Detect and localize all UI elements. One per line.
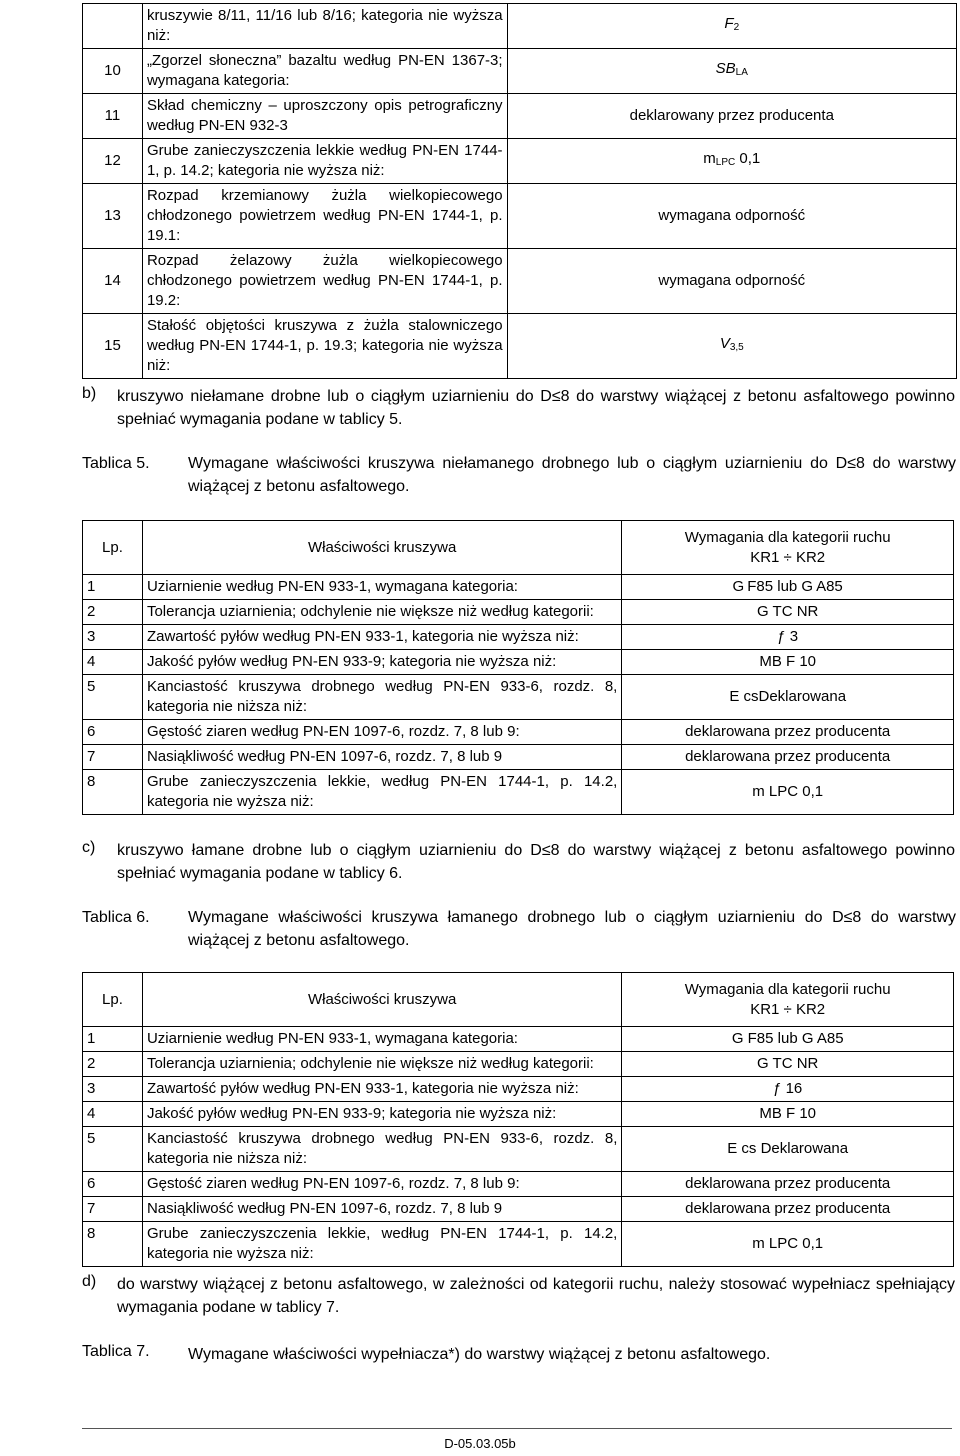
row-description: kruszywie 8/11, 11/16 lub 8/16; kategoria nie wyższa niż: [142,4,507,49]
row-requirement: MB F 10 [622,650,954,675]
table-row [83,49,957,94]
row-number: 1 [83,575,143,600]
row-requirement: m LPC 0,1 [622,1222,954,1267]
row-requirement: E cs Deklarowana [622,1127,954,1172]
para-c-letter: c) [82,839,96,856]
row-number: 5 [83,1127,143,1172]
table-row [83,720,954,745]
header-requirements-line2: KR1 ÷ KR2 [750,548,826,566]
requirement-main: deklarowany przez producenta [629,107,834,124]
table-row [83,745,954,770]
row-description: Skład chemiczny – uproszczony opis petrograficzny według PN-EN 932-3 [142,94,507,139]
requirement-main: wymagana odporność [658,207,806,224]
row-requirement: G TC NR [622,1052,954,1077]
tablica5-caption: Wymagane właściwości kruszywa niełamanego drobnego lub o ciągłym uziarnieniu do D≤8 do warstwy wiążącej z betonu asfaltowego. [188,455,956,495]
row-number [83,4,143,49]
row-number: 13 [83,184,143,249]
row-number: 4 [83,1102,143,1127]
table-6 [82,972,954,1267]
table-row [83,184,957,249]
header-properties: Właściwości kruszywa [142,973,621,1027]
table-row [83,1222,954,1267]
table-row [83,314,957,379]
row-description: Kanciastość kruszywa drobnego według PN-EN 933-6, rozdz. 8, kategoria nie niższa niż: [142,675,621,720]
table-row [83,1197,954,1222]
requirement-sub: 3,5 [729,342,744,353]
row-requirement: deklarowana przez producenta [622,720,954,745]
row-number: 8 [83,1222,143,1267]
row-requirement: MB F 10 [622,1102,954,1127]
row-description: Zawartość pyłów według PN-EN 933-1, kategoria nie wyższa niż: [142,625,621,650]
table-row [83,1102,954,1127]
table-row [83,1172,954,1197]
row-requirement: ƒ 3 [622,625,954,650]
row-number: 6 [83,1172,143,1197]
row-requirement: deklarowana przez producenta [622,1197,954,1222]
table-row [83,575,954,600]
row-number: 8 [83,770,143,815]
row-number: 10 [83,49,143,94]
para-c-text: kruszywo łamane drobne lub o ciągłym uziarnieniu do D≤8 do warstwy wiążącej z betonu asfaltowego powinno spełniać wymagania podane w tablicy 6. [117,842,955,882]
row-description: Kanciastość kruszywa drobnego według PN-EN 933-6, rozdz. 8, kategoria nie niższa niż: [142,1127,621,1172]
table-row [83,4,957,49]
table-row [83,1052,954,1077]
row-requirement: E csDeklarowana [622,675,954,720]
header-requirements [622,973,954,1027]
requirement-main: m [703,150,716,167]
row-requirement: G F85 lub G A85 [622,1027,954,1052]
row-requirement: m LPC 0,1 [622,770,954,815]
header-lp: Lp. [83,973,143,1027]
row-description: Grube zanieczyszczenia lekkie, według PN-EN 1744-1, p. 14.2, kategoria nie wyższa niż: [142,1222,621,1267]
table-row [83,249,957,314]
row-number: 4 [83,650,143,675]
para-d-text: do warstwy wiążącej z betonu asfaltowego, w zależności od kategorii ruchu, należy stosować wypełniacz spełniający wymagania podane w tablicy 7. [117,1276,955,1316]
row-requirement: deklarowana przez producenta [622,745,954,770]
row-number: 14 [83,249,143,314]
row-description: Grube zanieczyszczenia lekkie według PN-EN 1744-1, p. 14.2; kategoria nie wyższa niż: [142,139,507,184]
row-description: Jakość pyłów według PN-EN 933-9; kategoria nie wyższa niż: [142,650,621,675]
tablica7-caption: Wymagane właściwości wypełniacza*) do warstwy wiążącej z betonu asfaltowego. [188,1346,771,1363]
row-description: Tolerancja uziarnienia; odchylenie nie większe niż według kategorii: [142,600,621,625]
tablica6-label: Tablica 6. [82,909,150,926]
row-number: 7 [83,745,143,770]
row-number: 7 [83,1197,143,1222]
footer-rule [82,1428,952,1429]
footer-code: D-05.03.05b [444,1436,516,1451]
row-requirement: G TC NR [622,600,954,625]
row-description: Gęstość ziaren według PN-EN 1097-6, rozdz. 7, 8 lub 9: [142,1172,621,1197]
para-b-letter: b) [82,385,97,402]
tablica6-caption: Wymagane właściwości kruszywa łamanego drobnego lub o ciągłym uziarnieniu do D≤8 do warstwy wiążącej z betonu asfaltowego. [188,909,956,949]
para-d-letter: d) [82,1273,97,1290]
header-requirements-line1: Wymagania dla kategorii ruchu [684,980,891,998]
row-number: 15 [83,314,143,379]
row-description: Uziarnienie według PN-EN 933-1, wymagana kategoria: [142,1027,621,1052]
table-header [83,973,954,1027]
tablica5-label: Tablica 5. [82,455,150,472]
header-lp: Lp. [83,521,143,575]
row-description: Grube zanieczyszczenia lekkie, według PN-EN 1744-1, p. 14.2, kategoria nie wyższa niż: [142,770,621,815]
table-row [83,1127,954,1172]
row-requirement: deklarowana przez producenta [622,1172,954,1197]
requirement-main: V [719,335,730,352]
row-description: Nasiąkliwość według PN-EN 1097-6, rozdz. 7, 8 lub 9 [142,1197,621,1222]
row-description: Rozpad krzemianowy żużla wielkopiecowego chłodzonego powietrzem według PN-EN 1744-1, p. 19.1: [142,184,507,249]
row-requirement [507,4,956,49]
table-5 [82,520,954,815]
row-number: 6 [83,720,143,745]
row-number: 3 [83,625,143,650]
requirement-sub: LA [735,67,748,78]
tablica7-label: Tablica 7. [82,1343,150,1360]
requirement-sub: 2 [733,22,740,33]
row-description: Uziarnienie według PN-EN 933-1, wymagana kategoria: [142,575,621,600]
row-description: Stałość objętości kruszywa z żużla stalowniczego według PN-EN 1744-1, p. 19.3; kategoria nie wyższa niż: [142,314,507,379]
table-row [83,650,954,675]
row-description: Zawartość pyłów według PN-EN 933-1, kategoria nie wyższa niż: [142,1077,621,1102]
table-row [83,94,957,139]
header-properties: Właściwości kruszywa [142,521,621,575]
row-description: Nasiąkliwość według PN-EN 1097-6, rozdz. 7, 8 lub 9 [142,745,621,770]
row-requirement: G F85 lub G A85 [622,575,954,600]
row-requirement: ƒ 16 [622,1077,954,1102]
row-number: 2 [83,600,143,625]
row-requirement [507,184,956,249]
requirement-main: SB [715,60,736,77]
row-number: 2 [83,1052,143,1077]
para-b-text: kruszywo niełamane drobne lub o ciągłym uziarnieniu do D≤8 do warstwy wiążącej z betonu asfaltowego powinno spełniać wymagania podane w tablicy 5. [117,388,955,428]
table-row [83,600,954,625]
header-requirements-line1: Wymagania dla kategorii ruchu [684,528,891,546]
table-row [83,139,957,184]
table-row [83,1077,954,1102]
row-number: 1 [83,1027,143,1052]
row-number: 11 [83,94,143,139]
row-requirement [507,94,956,139]
table-row [83,675,954,720]
row-description: Jakość pyłów według PN-EN 933-9; kategoria nie wyższa niż: [142,1102,621,1127]
header-requirements-line2: KR1 ÷ KR2 [750,1000,826,1018]
table-top [82,3,957,379]
requirement-main: wymagana odporność [658,272,806,289]
table-header [83,521,954,575]
table-row [83,1027,954,1052]
table-row [83,770,954,815]
requirement-main: F [724,15,734,32]
row-requirement [507,249,956,314]
row-description: Gęstość ziaren według PN-EN 1097-6, rozdz. 7, 8 lub 9: [142,720,621,745]
row-requirement [507,49,956,94]
row-number: 3 [83,1077,143,1102]
row-description: „Zgorzel słoneczna” bazaltu według PN-EN 1367-3; wymagana kategoria: [142,49,507,94]
row-number: 5 [83,675,143,720]
requirement-tail: 0,1 [735,150,761,167]
row-number: 12 [83,139,143,184]
row-requirement [507,139,956,184]
row-requirement [507,314,956,379]
row-description: Tolerancja uziarnienia; odchylenie nie większe niż według kategorii: [142,1052,621,1077]
row-description: Rozpad żelazowy żużla wielkopiecowego chłodzonego powietrzem według PN-EN 1744-1, p. 19.2: [142,249,507,314]
header-requirements [622,521,954,575]
table-row [83,625,954,650]
requirement-sub: LPC [715,157,736,168]
